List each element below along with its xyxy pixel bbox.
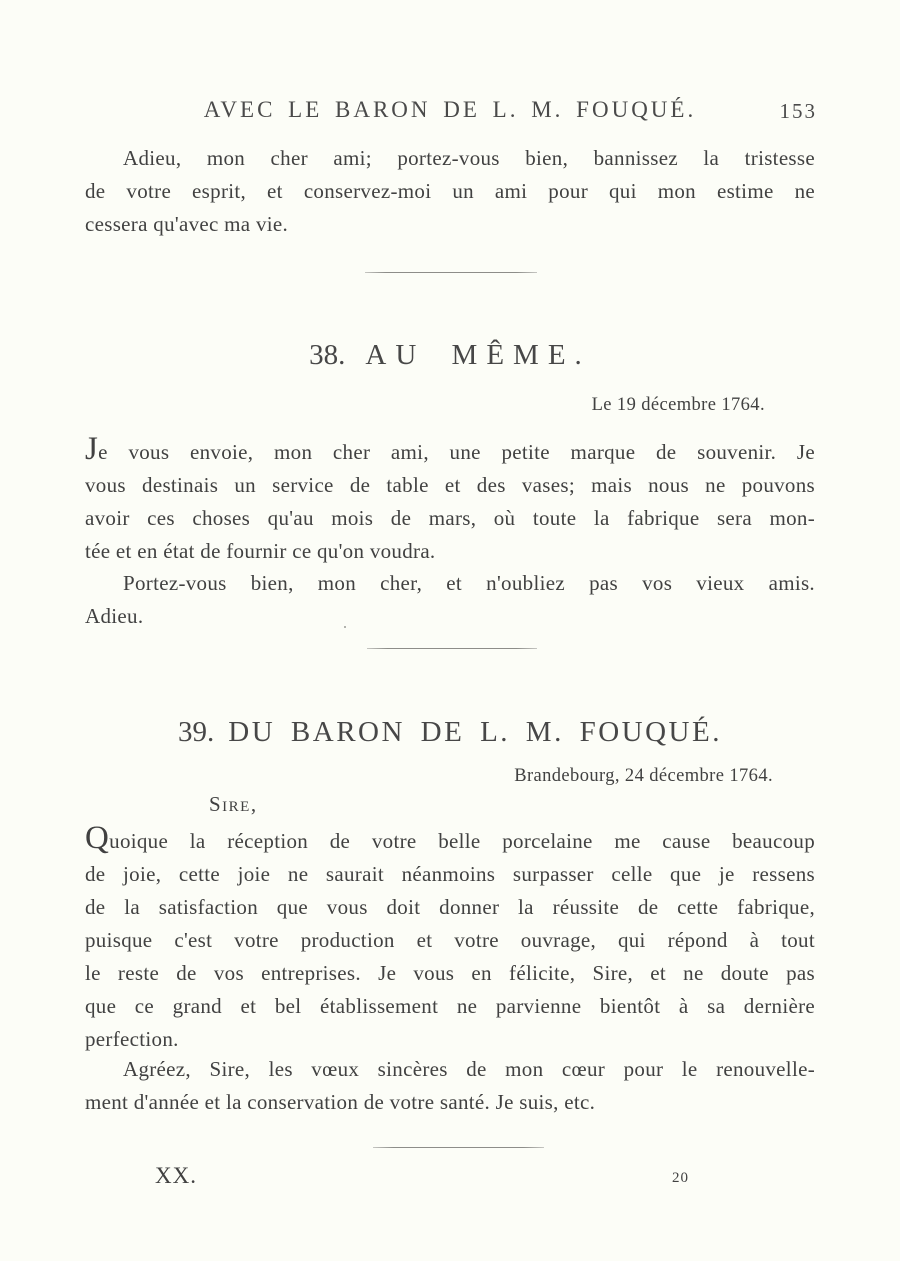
letter39-salutation: Sire, [209,792,258,816]
letter-title: AU MÊME. [365,339,591,371]
footer-signature-mark: XX. [155,1163,197,1188]
text-line: de la satisfaction que vous doit donner la réussite de cette fabrique, [85,895,815,919]
text-line: ment d'année et la conservation de votre santé. Je suis, etc. [85,1090,596,1114]
drop-cap-initial: J [85,431,99,467]
paragraph-letter39-body [85,822,815,1056]
section-divider [367,648,537,649]
letter38-heading [85,339,815,372]
text-line: avoir ces choses qu'au mois de mars, où toute la fabrique sera mon- [85,506,815,530]
text-line-rest: uoique la réception de votre belle porcelaine me cause beaucoup [109,829,815,853]
text-line: de joie, cette joie ne saurait néanmoins surpasser celle que je ressens [85,862,815,886]
drop-cap-initial: Q [85,820,110,856]
text-line [85,433,815,469]
paragraph-letter37-closing [85,142,815,241]
text-line: de votre esprit, et conservez-moi un ami pour qui mon estime ne [85,179,815,203]
text-line: tée et en état de fournir ce qu'on voudra. [85,539,436,563]
text-line: puisque c'est votre production et votre ouvrage, qui répond à tout [85,928,815,952]
text-line: Agréez, Sire, les vœux sincères de mon cœur pour le renouvelle- [123,1057,815,1081]
paragraph-letter38-closing [85,567,815,633]
running-header [85,97,815,127]
text-line-rest: e vous envoie, mon cher ami, une petite marque de souvenir. Je [98,440,815,464]
text-line: perfection. [85,1027,179,1051]
running-header-title: AVEC LE BARON DE L. M. FOUQUÉ. [203,97,697,122]
letter39-dateline: Brandebourg, 24 décembre 1764. [514,766,773,786]
section-divider [365,272,537,273]
scan-speck [344,626,346,628]
letter39-heading [85,716,815,749]
text-line: Portez-vous bien, mon cher, et n'oubliez pas vos vieux amis. [123,571,815,595]
letter-title: DU BARON DE L. M. FOUQUÉ. [228,716,722,748]
paragraph-letter38-body [85,433,815,568]
letter38-dateline: Le 19 décembre 1764. [591,395,765,415]
text-line: Adieu, mon cher ami; portez-vous bien, bannissez la tristesse [123,146,815,170]
footer-sheet-number: 20 [672,1170,689,1186]
text-line: le reste de vos entreprises. Je vous en félicite, Sire, et ne doute pas [85,961,815,985]
paragraph-letter39-closing [85,1053,815,1119]
letter-number: 39. [178,716,215,748]
page-number: 153 [779,99,817,123]
letter-number: 38. [309,339,346,371]
text-line: que ce grand et bel établissement ne parvienne bientôt à sa dernière [85,994,815,1018]
text-line: cessera qu'avec ma vie. [85,212,289,236]
section-divider [373,1147,544,1148]
text-line: vous destinais un service de table et des vases; mais nous ne pouvons [85,473,815,497]
text-line: Adieu. [85,604,144,628]
text-line [85,822,815,858]
